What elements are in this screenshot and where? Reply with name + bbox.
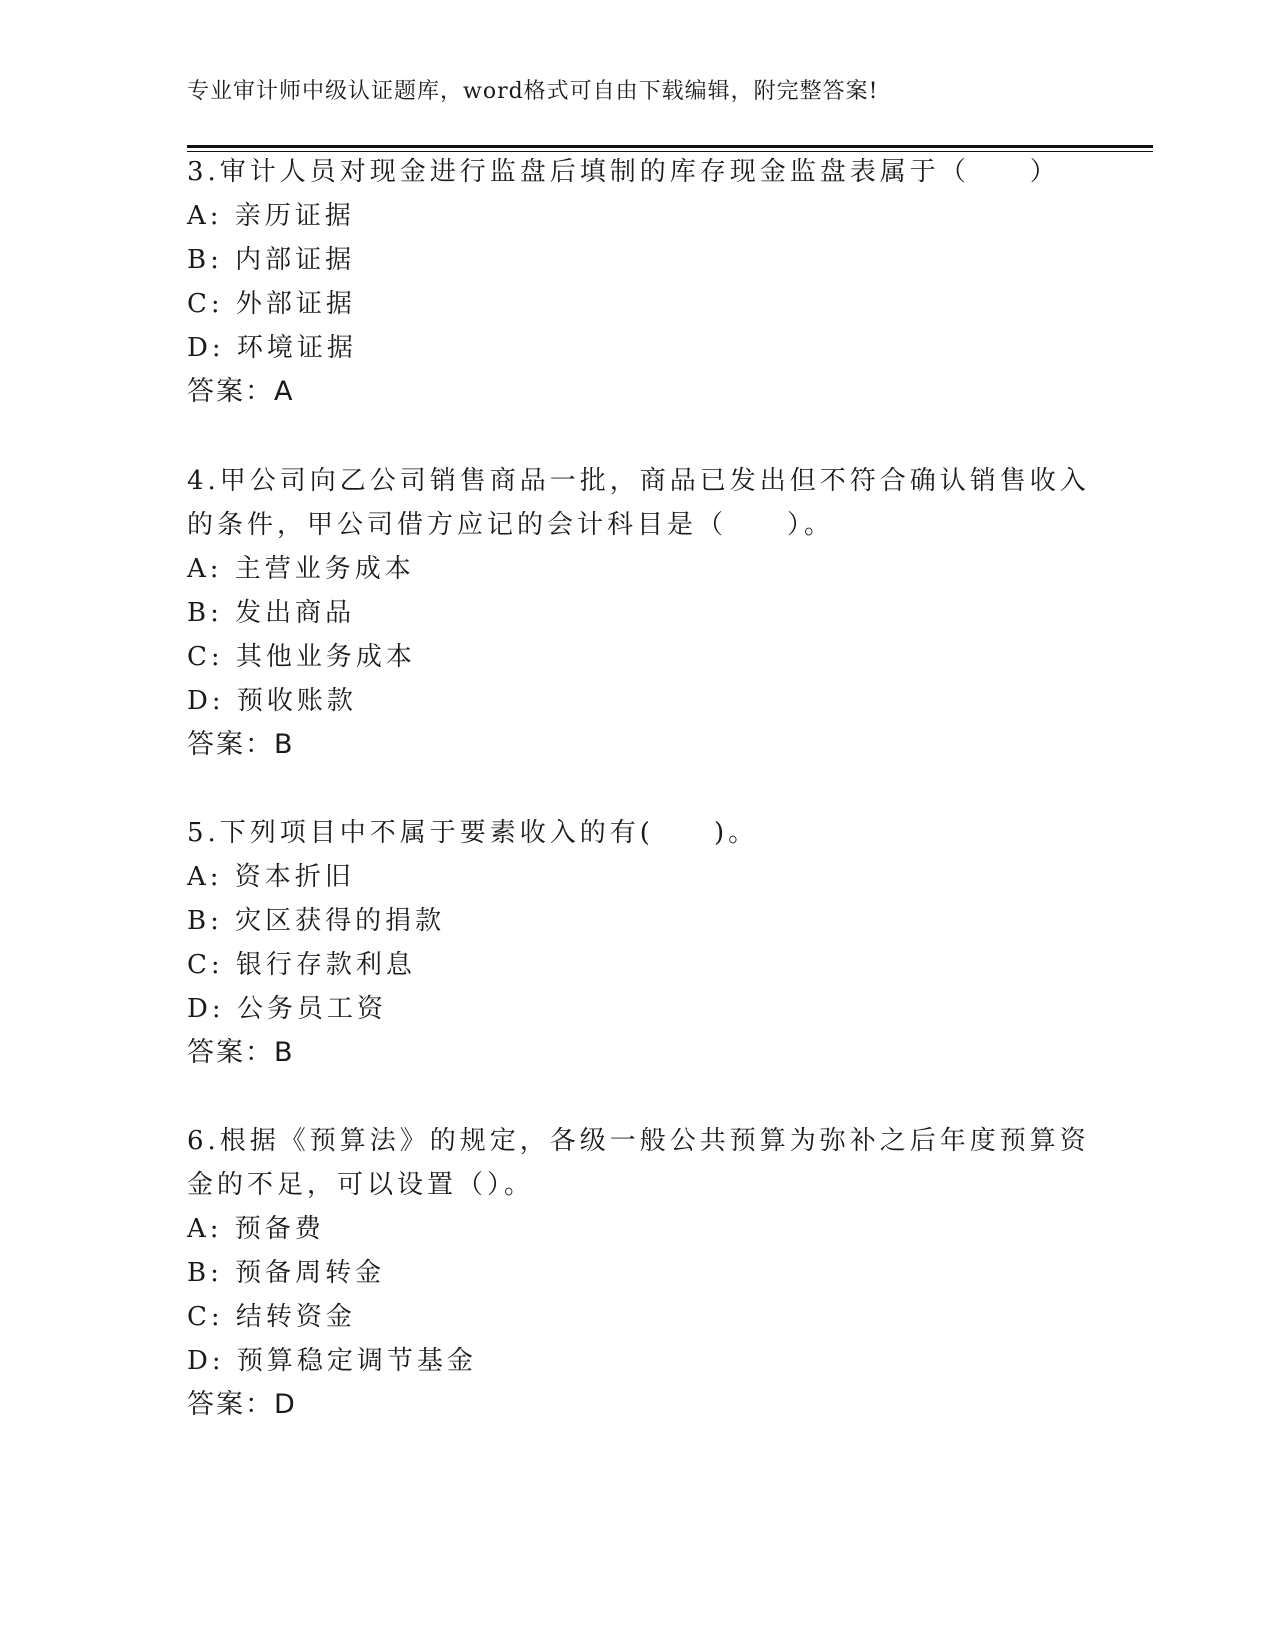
question-5-option-c: C: 银行存款利息 xyxy=(187,950,416,980)
question-3-option-d: D: 环境证据 xyxy=(187,333,357,363)
question-5-stem: 5.下列项目中不属于要素收入的有( )。 xyxy=(187,818,759,848)
question-4-stem-line-2: 的条件，甲公司借方应记的会计科目是（ ）。 xyxy=(187,510,835,540)
question-5-option-b: B: 灾区获得的捐款 xyxy=(187,906,446,936)
question-5-answer: 答案：B xyxy=(187,1037,295,1068)
question-4-option-a: A: 主营业务成本 xyxy=(187,554,415,584)
question-3-stem: 3.审计人员对现金进行监盘后填制的库存现金监盘表属于（ ） xyxy=(187,157,1060,187)
question-6-option-d: D: 预算稳定调节基金 xyxy=(187,1346,477,1376)
question-4-answer: 答案：B xyxy=(187,729,295,760)
question-4-stem-line-1: 4.甲公司向乙公司销售商品一批，商品已发出但不符合确认销售收入 xyxy=(187,466,1090,496)
question-4-option-d: D: 预收账款 xyxy=(187,686,357,716)
question-3-option-c: C: 外部证据 xyxy=(187,289,356,319)
question-6-option-a: A: 预备费 xyxy=(187,1214,325,1244)
question-3-option-b: B: 内部证据 xyxy=(187,245,356,275)
question-5-option-d: D: 公务员工资 xyxy=(187,994,387,1024)
question-5-option-a: A: 资本折旧 xyxy=(187,862,355,892)
question-6-option-c: C: 结转资金 xyxy=(187,1302,356,1332)
document-header: 专业审计师中级认证题库，word格式可自由下载编辑，附完整答案! xyxy=(187,79,879,104)
question-6-option-b: B: 预备周转金 xyxy=(187,1258,386,1288)
question-4-option-b: B: 发出商品 xyxy=(187,598,356,628)
header-divider-thick xyxy=(187,145,1153,148)
question-6-stem-line-2: 金的不足，可以设置（）。 xyxy=(187,1170,535,1200)
question-6-stem-line-1: 6.根据《预算法》的规定，各级一般公共预算为弥补之后年度预算资 xyxy=(187,1126,1090,1156)
question-3-answer: 答案：A xyxy=(187,376,295,407)
question-3-option-a: A: 亲历证据 xyxy=(187,201,355,231)
question-4-option-c: C: 其他业务成本 xyxy=(187,642,416,672)
question-6-answer: 答案：D xyxy=(187,1389,297,1420)
header-divider-thin xyxy=(187,151,1153,152)
